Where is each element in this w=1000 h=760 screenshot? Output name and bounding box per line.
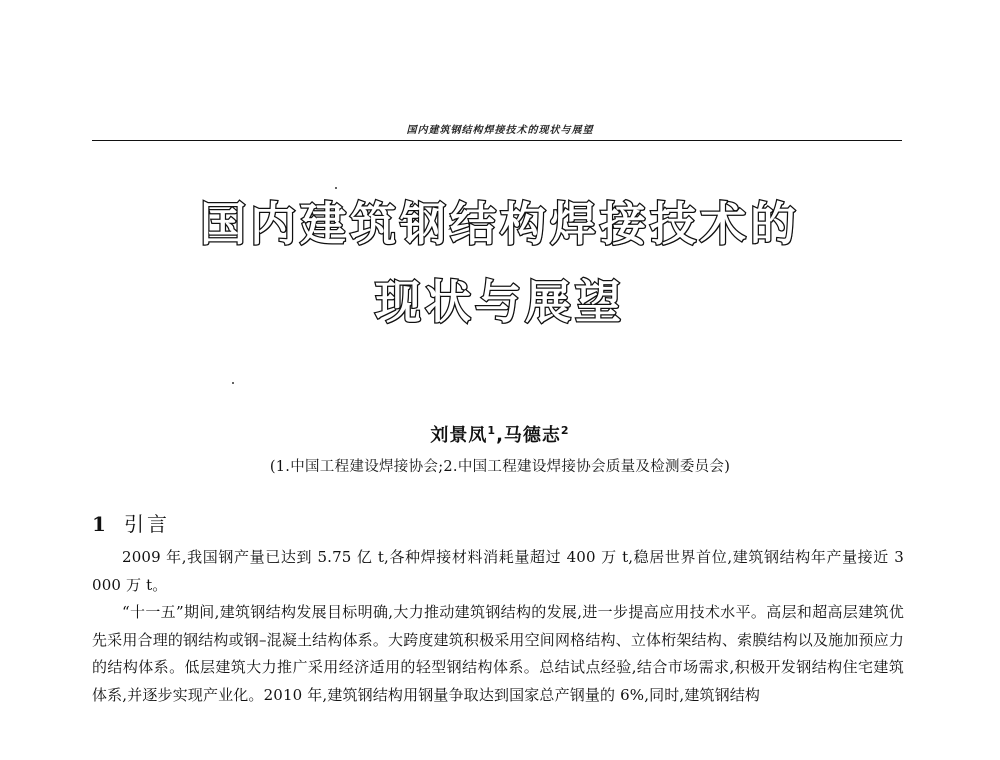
author-line	[0, 421, 1000, 447]
author-separator: ,	[496, 425, 504, 446]
author-name: 马德志	[503, 425, 561, 446]
article-title-line-2: 现状与展望	[375, 275, 625, 329]
paragraph: 2009 年,我国钢产量已达到 5.75 亿 t,各种焊接材料消耗量超过 400 万 t,稳居世界首位,建筑钢结构年产量接近 3 000 万 t。	[92, 548, 904, 594]
author-affiliation-mark: 1	[487, 424, 497, 437]
article-title-line-1: 国内建筑钢结构焊接技术的	[200, 197, 800, 251]
affiliation: (1.中国工程建设焊接协会;2.中国工程建设焊接协会质量及检测委员会)	[269, 459, 731, 475]
section-heading	[92, 508, 170, 537]
scan-speck	[232, 382, 234, 384]
author-affiliation-mark: 2	[560, 424, 570, 437]
header-rule	[92, 140, 902, 141]
section-title: 引言	[124, 512, 170, 536]
paragraph: “十一五”期间,建筑钢结构发展目标明确,大力推动建筑钢结构的发展,进一步提高应用技术水平。高层和超高层建筑优先采用合理的钢结构或钢–混凝土结构体系。大跨度建筑积极采用空间网格结构、立体桁架结构、索膜结构以及施加预应力的结构体系。低层建筑大力推广采用经济适用的轻型钢结构体系。总结试点经验,结合市场需求,积极开发钢结构住宅建筑体系,并逐步实现产业化。2010 年,建筑钢结构用钢量争取达到国家总产钢量的 6%,同时,建筑钢结构	[92, 603, 904, 704]
scan-speck	[335, 187, 337, 189]
author-name: 刘景凤	[430, 425, 488, 446]
running-header: 国内建筑钢结构焊接技术的现状与展望	[406, 125, 594, 136]
section-number: 1	[92, 512, 106, 536]
body-text	[92, 544, 904, 709]
